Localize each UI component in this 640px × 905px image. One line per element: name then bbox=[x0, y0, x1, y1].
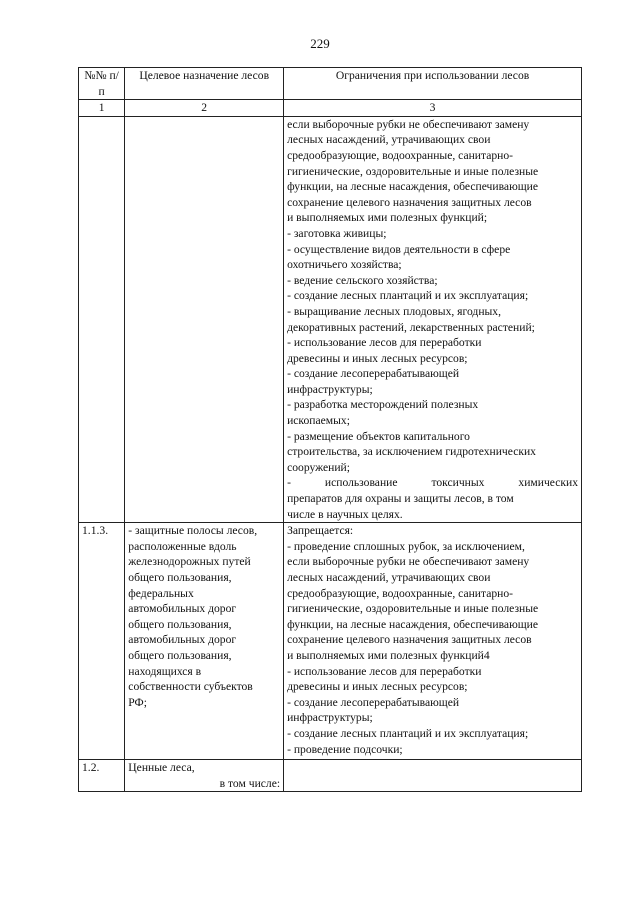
restriction-line: и выполняемых ими полезных функций4 bbox=[287, 648, 490, 662]
index-cell-1: 1 bbox=[79, 100, 125, 117]
header-purpose: Целевое назначение лесов bbox=[125, 68, 284, 100]
header-number: №№ п/п bbox=[79, 68, 125, 100]
purpose-line: общего пользования, bbox=[128, 571, 232, 584]
restriction-line: ископаемых; bbox=[287, 414, 350, 428]
justified-word: токсичных bbox=[431, 476, 485, 490]
restriction-line: средообразующие, водоохранные, санитарно- bbox=[287, 586, 514, 600]
restriction-line: - осуществление видов деятельности в сфере bbox=[287, 242, 511, 256]
table-row-continuation bbox=[79, 116, 582, 522]
restriction-line: - размещение объектов капитального bbox=[287, 429, 470, 443]
restriction-line: - создание лесных плантаций и их эксплуатация; bbox=[287, 289, 529, 303]
restriction-line: - выращивание лесных плодовых, ягодных, bbox=[287, 304, 502, 318]
purpose-line: находящихся в bbox=[128, 664, 202, 678]
page-number: 229 bbox=[310, 36, 330, 51]
purpose-line: в том числе: bbox=[219, 776, 281, 790]
restriction-line: сооружений; bbox=[287, 460, 350, 474]
justified-word: использование bbox=[324, 476, 398, 490]
purpose-line: федеральных bbox=[128, 586, 194, 600]
restriction-line: древесины и иных лесных ресурсов; bbox=[287, 351, 468, 365]
purpose-line: автомобильных дорог bbox=[128, 602, 237, 616]
restriction-line: препаратов для охраны и защиты лесов, в том bbox=[287, 492, 514, 506]
row-purpose-cell bbox=[125, 760, 284, 792]
row-number: 1.1.3. bbox=[79, 523, 125, 760]
restriction-line: - использование лесов для переработки bbox=[287, 664, 482, 678]
row-restrictions-cell bbox=[284, 523, 582, 760]
restriction-line: Запрещается: bbox=[287, 524, 354, 538]
purpose-line: общего пользования, bbox=[128, 617, 232, 631]
row-restrictions-cell bbox=[284, 760, 582, 792]
purpose-line: Ценные леса, bbox=[128, 761, 195, 775]
restriction-line: если выборочные рубки не обеспечивают замену bbox=[287, 117, 530, 131]
index-cell-2: 2 bbox=[125, 100, 284, 117]
restriction-line: охотничьего хозяйства; bbox=[287, 258, 402, 272]
purpose-line: общего пользования, bbox=[128, 648, 232, 662]
restriction-line-justified bbox=[287, 475, 578, 491]
restriction-line: - проведение подсочки; bbox=[287, 742, 403, 756]
restriction-line: сохранение целевого назначения защитных лесов bbox=[287, 195, 532, 209]
restriction-line: - создание лесоперерабатывающей bbox=[287, 695, 460, 709]
restriction-line: - заготовка живицы; bbox=[287, 226, 387, 240]
restriction-line: - создание лесоперерабатывающей bbox=[287, 367, 460, 381]
restriction-line: - проведение сплошных рубок, за исключением, bbox=[287, 539, 525, 553]
row-purpose-cell bbox=[125, 523, 284, 760]
restriction-line: функции, на лесные насаждения, обеспечивающие bbox=[287, 180, 539, 194]
purpose-line: РФ; bbox=[128, 695, 147, 709]
restriction-line: - ведение сельского хозяйства; bbox=[287, 273, 438, 287]
table-header-row bbox=[79, 68, 582, 100]
restriction-line: - разработка месторождений полезных bbox=[287, 398, 479, 412]
continuation-purpose-cell bbox=[125, 116, 284, 522]
table-row-1-2 bbox=[79, 760, 582, 792]
table-index-row bbox=[79, 100, 582, 117]
row-number: 1.2. bbox=[79, 760, 125, 792]
purpose-line: расположенные вдоль bbox=[128, 539, 237, 553]
forest-restrictions-table bbox=[78, 67, 582, 792]
restriction-line: средообразующие, водоохранные, санитарно- bbox=[287, 148, 514, 162]
purpose-line: автомобильных дорог bbox=[128, 633, 237, 647]
restriction-line: строительства, за исключением гидротехнических bbox=[287, 445, 536, 459]
restriction-line: инфраструктуры; bbox=[287, 382, 373, 396]
restriction-line: если выборочные рубки не обеспечивают замену bbox=[287, 555, 530, 569]
purpose-line: - защитные полосы лесов, bbox=[128, 524, 258, 538]
restriction-line: - создание лесных плантаций и их эксплуатация; bbox=[287, 726, 529, 740]
purpose-line: собственности субъектов bbox=[128, 680, 253, 694]
restriction-line: - использование лесов для переработки bbox=[287, 336, 482, 350]
index-cell-3: 3 bbox=[284, 100, 582, 117]
restriction-line: числе в научных целях. bbox=[287, 507, 403, 521]
continuation-restrictions-cell bbox=[284, 116, 582, 522]
restriction-line: гигиенические, оздоровительные и иные полезные bbox=[287, 602, 539, 616]
restriction-line: и выполняемых ими полезных функций; bbox=[287, 211, 488, 225]
restriction-line: лесных насаждений, утрачивающих свои bbox=[287, 133, 491, 147]
justified-word: - bbox=[287, 476, 291, 490]
restriction-line: функции, на лесные насаждения, обеспечивающие bbox=[287, 617, 539, 631]
restriction-line: сохранение целевого назначения защитных лесов bbox=[287, 633, 532, 647]
restriction-line: лесных насаждений, утрачивающих свои bbox=[287, 571, 491, 584]
restriction-line: декоративных растений, лекарственных растений; bbox=[287, 320, 535, 334]
purpose-line: железнодорожных путей bbox=[128, 555, 251, 569]
table-row-1-1-3 bbox=[79, 523, 582, 760]
restriction-line: гигиенические, оздоровительные и иные полезные bbox=[287, 164, 539, 178]
continuation-number-cell bbox=[79, 116, 125, 522]
restriction-line: инфраструктуры; bbox=[287, 711, 373, 725]
restriction-line: древесины и иных лесных ресурсов; bbox=[287, 680, 468, 694]
header-restrictions: Ограничения при использовании лесов bbox=[284, 68, 582, 100]
justified-word: химических bbox=[518, 476, 578, 490]
